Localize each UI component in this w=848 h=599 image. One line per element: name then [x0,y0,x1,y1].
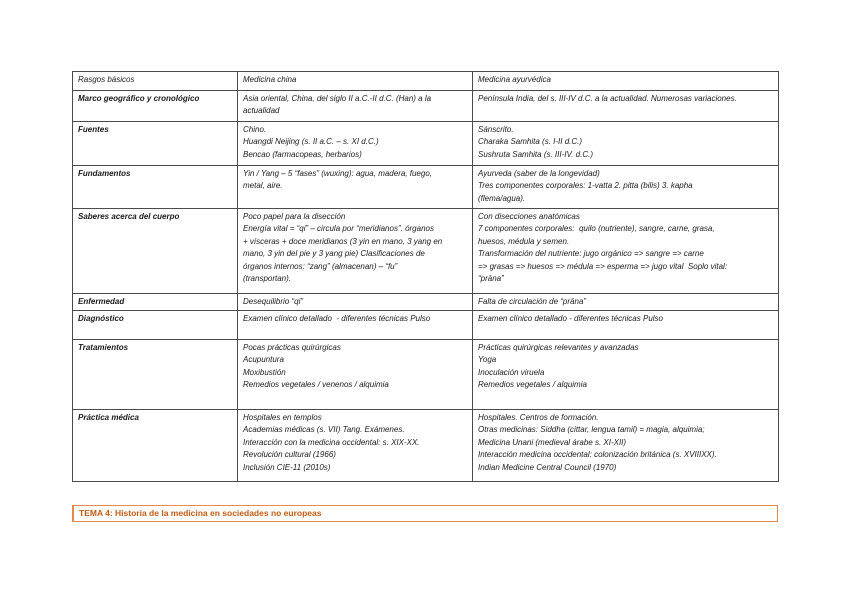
cell-china [238,91,473,122]
cell-ayurveda [473,122,779,166]
table-row-practica-medica [73,410,779,482]
table-row-marco-geografico [73,91,779,122]
cell-ayurveda [473,91,779,122]
cell-line: Remedios vegetales / alquimia [478,380,587,390]
header-label: Medicina china [243,75,297,84]
cell-ayurveda [473,410,779,482]
cell-line: Otras medicinas: Siddha (cittar, lengua tamil) = magia, alquimia; [478,425,705,435]
row-label-text: Práctica médica [78,413,139,422]
row-label [73,166,238,209]
cell-line: metal, aire. [243,181,283,191]
cell-line: Península India, del s. III-IV d.C. a la actualidad. Numerosas variaciones. [478,94,737,103]
cell-ayurveda [473,209,779,294]
cell-line: Huangdi Neijing (s. II a.C. – s. XI d.C.) [243,137,379,147]
cell-line: => grasas => huesos => médula => esperma => jugo vital Soplo vital: [478,261,728,271]
cell-ayurveda [473,340,779,410]
comparison-table [72,71,779,482]
cell-line: Ayurveda (saber de la longevidad) [478,169,600,178]
cell-line: Interacción con la medicina occidental: s. XIX-XX. [243,437,420,447]
cell-line: Pocas prácticas quirúrgicas [243,343,341,352]
cell-line: Yin / Yang – 5 “fases” (wuxing): agua, madera, fuego, [243,169,432,178]
cell-line: Bencao (farmacopeas, herbarios) [243,149,362,159]
header-cell-china [238,72,473,91]
cell-line: + vísceras + doce meridianos (3 yin en mano, 3 yang en [243,236,443,246]
cell-line: Chino. [243,125,267,134]
cell-line: Asia oriental, China, del siglo II a.C.-II d.C. (Han) a la [243,94,432,103]
cell-line: mano, 3 yin del pie y 3 yang pie) Clasificaciones de [243,249,425,259]
row-label [73,122,238,166]
cell-line: Interacción medicina occidental: colonización británica (s. XVIIIXX). [478,450,717,460]
cell-china [238,166,473,209]
cell-line: Acupuntura [243,355,284,365]
cell-line: (transportan). [243,274,292,284]
row-label [73,294,238,311]
row-label [73,91,238,122]
cell-line: Yoga [478,355,497,365]
cell-line: “prāna” [478,274,504,284]
cell-line: Energía vital = “qi” – circula por “meridianos”. órganos [243,224,434,234]
cell-line: actualidad [243,106,280,116]
row-label-text: Fuentes [78,125,109,134]
row-label-text: Saberes acerca del cuerpo [78,212,180,221]
cell-line: Examen clínico detallado - diferentes técnicas Pulso [478,314,663,323]
table-row-enfermedad [73,294,779,311]
cell-line: Hospitales. Centros de formación. [478,413,599,422]
cell-ayurveda [473,294,779,311]
cell-line: huesos, médula y semen. [478,236,570,246]
section-footer-banner [72,505,778,522]
row-label-text: Enfermedad [78,297,125,306]
header-cell-ayurveda [473,72,779,91]
cell-china [238,340,473,410]
cell-line: Revolución cultural (1966) [243,450,336,460]
row-label [73,340,238,410]
cell-line: Prácticas quirúrgicas relevantes y avanzadas [478,343,639,352]
cell-china [238,122,473,166]
cell-line: Sánscrito. [478,125,514,134]
cell-ayurveda [473,311,779,340]
cell-line: Charaka Samhita (s. I-II d.C.) [478,137,583,147]
row-label [73,410,238,482]
cell-line: Transformación del nutriente: jugo orgánico => sangre => carne [478,249,704,259]
cell-line: Desequilibrio “qi” [243,297,304,306]
table-row-saberes-cuerpo [73,209,779,294]
cell-line: Inoculación viruela [478,367,545,377]
table-header-row [73,72,779,91]
cell-china [238,311,473,340]
cell-line: Medicina Unani (medieval árabe s. XI-XII) [478,437,627,447]
cell-line: Hospitales en templos [243,413,322,422]
header-label: Medicina ayurvédica [478,75,551,84]
cell-line: Remedios vegetales / venenos / alquimia [243,380,389,390]
cell-line: órganos internos: “zang” (almacenan) – “fu” [243,261,398,271]
header-cell-rasgos [73,72,238,91]
cell-line: Tres componentes corporales: 1-vatta 2. pitta (bilis) 3. kapha [478,181,693,191]
header-label: Rasgos básicos [78,75,135,84]
cell-china [238,209,473,294]
cell-china [238,294,473,311]
cell-line: Indian Medicine Central Council (1970) [478,462,617,472]
cell-line: (flema/agua). [478,193,526,203]
footer-title: TEMA 4: Historia de la medicina en sociedades no europeas [79,508,322,518]
cell-line: Falta de circulación de “prāna” [478,297,587,306]
cell-line: Moxibustión [243,367,286,377]
table-row-diagnostico [73,311,779,340]
cell-ayurveda [473,166,779,209]
table-row-fuentes [73,122,779,166]
cell-line: 7 componentes corporales: quilo (nutriente), sangre, carne, grasa, [478,224,715,234]
row-label-text: Marco geográfico y cronológico [78,94,200,103]
cell-line: Examen clínico detallado - diferentes técnicas Pulso [243,314,431,323]
cell-line: Academias médicas (s. VII) Tang. Exámenes. [243,425,405,435]
table-row-tratamientos [73,340,779,410]
table-row-fundamentos [73,166,779,209]
cell-line: Sushruta Samhita (s. III-IV. d.C.) [478,149,593,159]
row-label [73,209,238,294]
row-label [73,311,238,340]
cell-china [238,410,473,482]
row-label-text: Fundamentos [78,169,131,178]
row-label-text: Tratamientos [78,343,129,352]
cell-line: Inclusión CIE-11 (2010s) [243,462,331,472]
cell-line: Con disecciones anatómicas [478,212,580,221]
cell-line: Poco papel para la disección [243,212,346,221]
row-label-text: Diagnóstico [78,314,124,323]
